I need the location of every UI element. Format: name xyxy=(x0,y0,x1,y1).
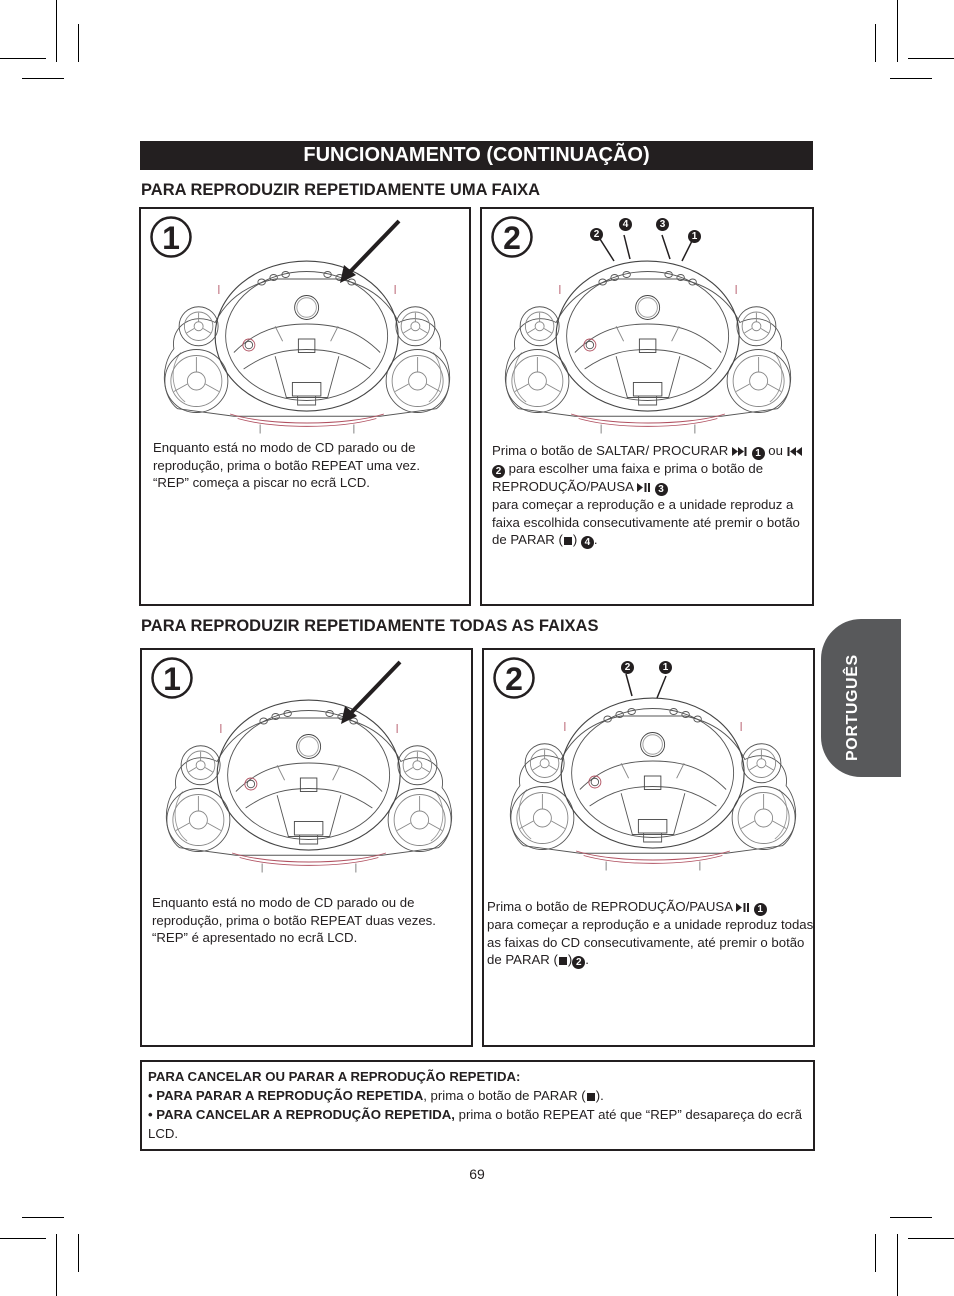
callout-2: 2 xyxy=(590,228,603,241)
note-item-cancel: • PARA CANCELAR A REPRODUÇÃO REPETIDA, prima o botão REPEAT até que “REP” desapareça do ecrã LCD. xyxy=(148,1107,802,1141)
callout-4: 4 xyxy=(619,218,632,231)
stop-icon xyxy=(563,536,573,546)
page-number: 69 xyxy=(469,1166,485,1182)
arrow-pointer xyxy=(336,217,406,287)
language-tab xyxy=(821,619,901,777)
svg-text:2: 2 xyxy=(505,661,523,697)
panel-one-track-step-2 xyxy=(480,207,814,606)
section-heading-one-track: PARA REPRODUZIR REPETIDAMENTE UMA FAIXA xyxy=(141,181,541,199)
step-text: Prima o botão de REPRODUÇÃO/PAUSA 1 para começar a reprodução e a unidade reproduz todas as faixas do CD consecutivamente, até premir o botão de PARAR ( ) 2 . xyxy=(487,899,814,969)
page-banner: FUNCIONAMENTO (CONTINUAÇÃO) xyxy=(140,141,813,170)
step-number-1 xyxy=(149,215,193,259)
language-label: PORTUGUÊS xyxy=(844,654,861,761)
cancel-repeat-note xyxy=(140,1060,815,1151)
panel-one-track-step-1 xyxy=(139,207,471,606)
unit-diagram xyxy=(489,255,807,435)
play-pause-icon xyxy=(637,482,651,493)
arrow-pointer xyxy=(337,658,407,728)
skip-back-icon xyxy=(787,446,803,457)
unit-diagram xyxy=(494,692,812,872)
unit-diagram xyxy=(150,694,468,874)
step-text: Prima o botão de SALTAR/ PROCURAR 1 ou 2 para escolher uma faixa e prima o botão de REPRODUÇÃO/PAUSA 3 para começar a reprodução e a unidade reproduz a faixa escolhida consecutivamente até premir o botão de PARAR ( ) 4 . xyxy=(492,442,807,549)
callout-1: 1 xyxy=(688,230,701,243)
svg-text:1: 1 xyxy=(162,220,180,256)
unit-diagram xyxy=(148,255,466,435)
panel-all-tracks-step-2 xyxy=(482,648,815,1047)
skip-forward-icon xyxy=(732,446,748,457)
step-text: Enquanto está no modo de CD parado ou de reprodução, prima o botão REPEAT uma vez. “REP” começa a piscar no ecrã LCD. xyxy=(153,440,421,491)
note-title: PARA CANCELAR OU PARAR A REPRODUÇÃO REPETIDA: xyxy=(148,1069,521,1084)
note-item-stop: • PARA PARAR A REPRODUÇÃO REPETIDA, prima o botão de PARAR ( ). xyxy=(148,1088,604,1103)
step-text: Enquanto está no modo de CD parado ou de reprodução, prima o botão REPEAT duas vezes. “REP” é apresentado no ecrã LCD. xyxy=(152,895,436,946)
callout-1: 1 xyxy=(659,661,672,674)
section-heading-all-tracks: PARA REPRODUZIR REPETIDAMENTE TODAS AS FAIXAS xyxy=(141,617,599,635)
panel-all-tracks-step-1 xyxy=(140,648,473,1047)
stop-icon xyxy=(558,956,568,966)
play-pause-icon xyxy=(736,902,750,913)
svg-text:1: 1 xyxy=(163,661,181,697)
step-number-2 xyxy=(490,215,534,259)
stop-icon xyxy=(586,1092,596,1102)
callout-3: 3 xyxy=(656,218,669,231)
svg-text:2: 2 xyxy=(503,220,521,256)
callout-2: 2 xyxy=(621,661,634,674)
